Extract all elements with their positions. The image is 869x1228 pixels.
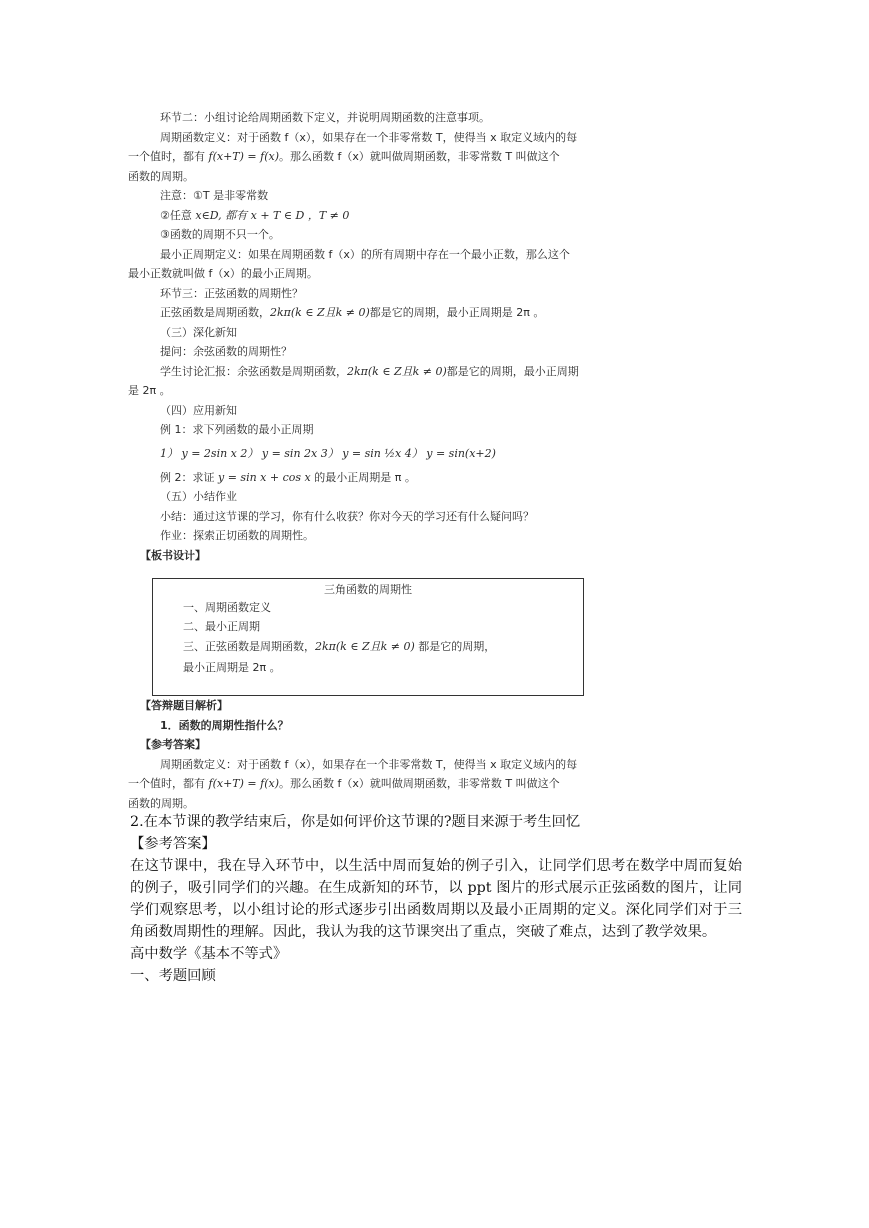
scan-line: 周期函数定义：对于函数 f（x），如果存在一个非零常数 T，使得当 x 取定义域内的每 [160,757,578,771]
scan-line: 1．函数的周期性指什么？ [160,718,289,732]
scan-line: ②任意 x∈D, 都有 x + T ∈ D ，T ≠ 0 [160,208,350,222]
board-title: 三角函数的周期性 [324,583,412,596]
scan-line: 提问：余弦函数的周期性？ [160,345,292,358]
scan-line: 一个值时，都有 f(x+T) = f(x)。那么函数 f（x）就叫做周期函数，非零常数 T 叫做这个 [128,777,560,790]
document-body [130,811,742,987]
scan-line: 一个值时，都有 f(x+T) = f(x)。那么函数 f（x）就叫做周期函数，非零常数 T 叫做这个 [128,150,560,163]
board-design-box [152,578,584,696]
scan-line: 函数的周期。 [128,796,194,810]
scan-line: 最小正周期定义：如果在周期函数 f（x）的所有周期中存在一个最小正数，那么这个 [160,247,570,261]
board-line: 三、正弦函数是周期函数，2kπ(k ∈ Z且k ≠ 0) 都是它的周期， [183,640,496,653]
scanned-answer-image [128,696,628,813]
scan-line: 【参考答案】 [140,738,206,751]
scan-line: ③函数的周期不只一个。 [160,228,280,241]
board-line: 最小正周期是 2π 。 [183,661,281,674]
scan-line: 最小正数就叫做 f（x）的最小正周期。 [128,267,318,280]
scan-line: 作业：探索正切函数的周期性。 [160,529,314,542]
subsection-heading: 一、考题回顾 [130,968,216,984]
board-line: 一、周期函数定义 [183,601,271,614]
scan-line: 小结：通过这节课的学习，你有什么收获？你对今天的学习还有什么疑问吗？ [160,509,534,523]
scan-line: 1） y = 2sin x 2） y = sin 2x 3） y = sin ½x 4） y = sin(x+2) [160,446,496,460]
scan-line: 周期函数定义：对于函数 f（x），如果存在一个非零常数 T，使得当 x 取定义域内的每 [160,130,578,144]
scan-line: 学生讨论汇报：余弦函数是周期函数，2kπ(k ∈ Z且k ≠ 0)都是它的周期，最小正周期 [160,364,579,378]
scan-line: （四）应用新知 [160,403,237,417]
scan-line: 【板书设计】 [140,548,206,562]
scan-line: 环节三：正弦函数的周期性？ [160,286,303,300]
scan-line: 函数的周期。 [128,169,194,183]
question-2: 2.在本节课的教学结束后，你是如何评价这节课的?题目来源于考生回忆 [130,814,581,830]
scan-line: 例 2：求证 y = sin x + cos x 的最小正周期是 π 。 [160,470,416,484]
scan-line: （三）深化新知 [160,325,237,339]
scan-line: 正弦函数是周期函数，2kπ(k ∈ Z且k ≠ 0)都是它的周期，最小正周期是 2π 。 [160,306,545,319]
scanned-lesson-image [128,108,618,565]
answer-label: 【参考答案】 [130,836,216,852]
board-line: 二、最小正周期 [183,620,260,633]
scan-line: 是 2π 。 [128,384,171,397]
scan-line: 注意：①T 是非零常数 [160,189,269,202]
scan-line: 【答辩题目解析】 [140,699,228,712]
scan-line: 例 1：求下列函数的最小正周期 [160,423,314,436]
scan-line: 环节二：小组讨论给周期函数下定义，并说明周期函数的注意事项。 [160,111,490,124]
scan-line: （五）小结作业 [160,490,237,503]
section-heading: 高中数学《基本不等式》 [130,946,288,962]
answer-paragraph: 在这节课中，我在导入环节中，以生活中周而复始的例子引入，让同学们思考在数学中周而复始的例子，吸引同学们的兴趣。在生成新知的环节，以 ppt 图片的形式展示正弦函数的图片，让同学们观察思考，以小组讨论的形式逐步引出函数周期以及最小正周期的定义。深化同学们对于三角函数周期性的理解。因此，我认为我的这节课突出了重点，突破了难点，达到了教学效果。 [130,858,742,940]
